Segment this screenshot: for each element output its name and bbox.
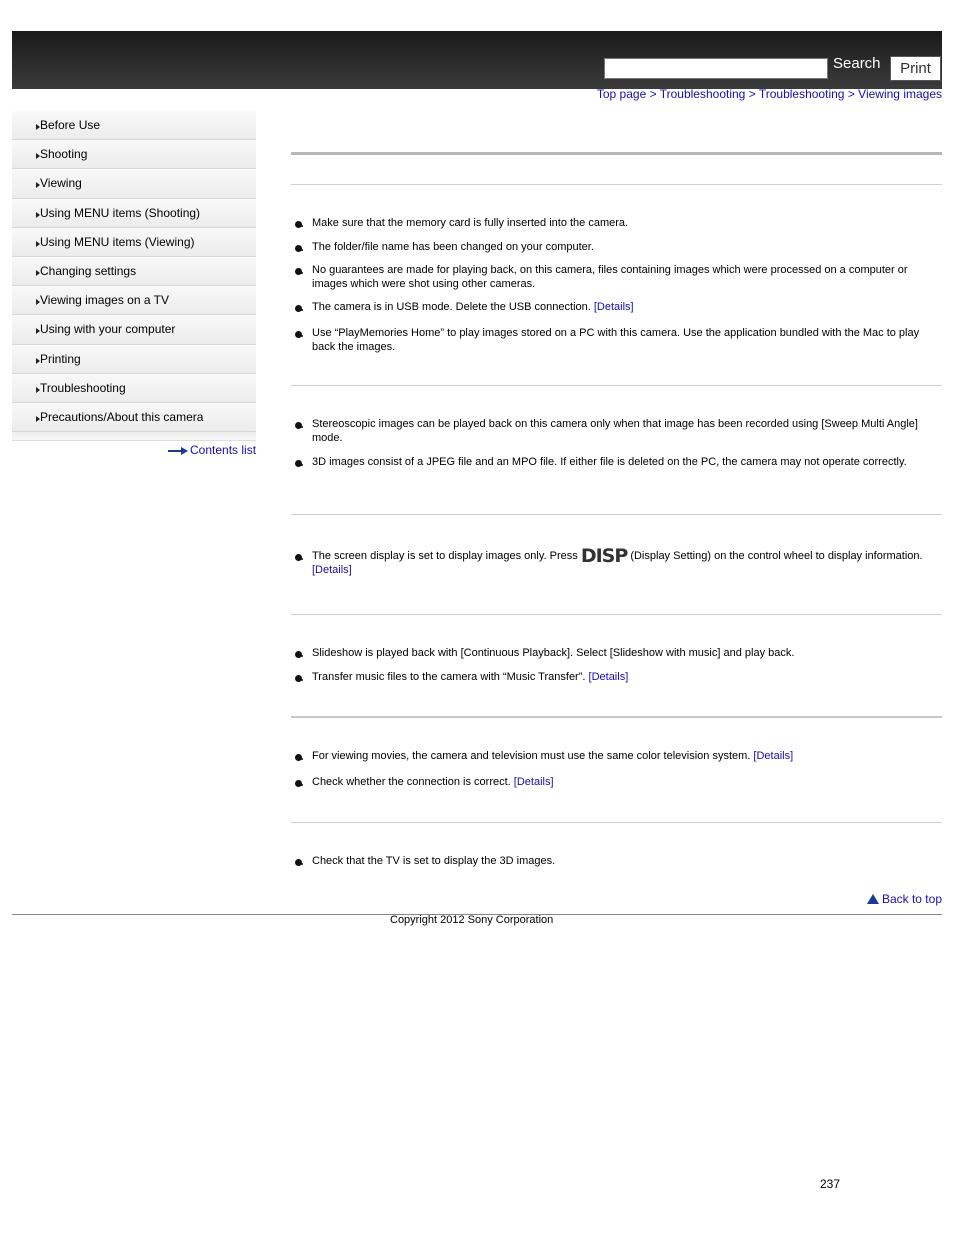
search-button[interactable]: Search — [833, 55, 881, 72]
bullet-icon — [295, 780, 302, 787]
list-item-text: Slideshow is played back with [Continuous Playback]. Select [Slideshow with music] and play back. — [312, 647, 795, 659]
list-item-text: Stereoscopic images can be played back on this camera only when that image has been recorded using [Sweep Multi Angle] mode. — [312, 418, 918, 444]
page-title-bar — [291, 152, 942, 155]
list-item-text: Check whether the connection is correct. — [312, 776, 511, 788]
print-button[interactable]: Print — [890, 56, 941, 81]
back-to-top-label: Back to top — [881, 892, 942, 906]
breadcrumb-separator: > — [847, 87, 855, 101]
sidebar-item-before-use[interactable] — [12, 111, 256, 140]
sidebar-item-label: Using MENU items (Shooting) — [40, 205, 201, 220]
page-number: 237 — [820, 1177, 841, 1191]
section-divider — [291, 514, 942, 515]
list-item-text: No guarantees are made for playing back, on this camera, files containing images which were processed on a computer or images which were shot using other cameras. — [312, 264, 908, 290]
breadcrumb-viewing-images[interactable]: Viewing images — [858, 87, 942, 101]
triangle-up-icon — [867, 894, 879, 904]
list-item-text: (Display Setting) on the control wheel to display information. — [630, 550, 923, 562]
sidebar-item-label: Viewing — [40, 176, 82, 191]
bullet-icon — [295, 675, 302, 682]
chevron-right-icon — [36, 299, 40, 305]
chevron-right-icon — [36, 241, 40, 247]
list-item-text-wrap — [312, 545, 942, 577]
sidebar-footer — [12, 432, 256, 441]
list-item-text-wrap — [312, 670, 942, 684]
details-link[interactable]: [Details] — [588, 671, 629, 683]
bullet-icon — [295, 305, 302, 312]
sidebar-item-precautions[interactable] — [12, 403, 256, 432]
details-link[interactable]: [Details] — [753, 750, 794, 762]
sidebar-item-menu-viewing[interactable] — [12, 228, 256, 257]
search-input[interactable] — [604, 58, 828, 79]
list-item-text: The folder/file name has been changed on your computer. — [312, 241, 594, 253]
sidebar-item-menu-shooting[interactable] — [12, 199, 256, 228]
list-item-text: The camera is in USB mode. Delete the USB connection. — [312, 301, 591, 313]
details-link[interactable]: [Details] — [593, 301, 634, 313]
sidebar-item-viewing-on-tv[interactable] — [12, 286, 256, 315]
sidebar-item-label: Viewing images on a TV — [40, 293, 169, 308]
list-item-text: Make sure that the memory card is fully inserted into the camera. — [312, 217, 629, 229]
breadcrumb-separator: > — [748, 87, 756, 101]
details-link[interactable]: [Details] — [513, 776, 554, 788]
sidebar-item-label: Changing settings — [40, 263, 137, 278]
section-divider — [291, 822, 942, 823]
sidebar-item-using-computer[interactable] — [12, 315, 256, 344]
chevron-right-icon — [36, 358, 40, 364]
bullet-icon — [295, 554, 302, 561]
chevron-right-icon — [36, 328, 40, 334]
breadcrumb-troubleshooting-sub[interactable]: Troubleshooting — [758, 87, 845, 101]
chevron-right-icon — [36, 270, 40, 276]
list-item-text-wrap — [312, 775, 942, 789]
list-item-text: For viewing movies, the camera and television must use the same color television system. — [312, 750, 751, 762]
chevron-right-icon — [36, 212, 40, 218]
chevron-right-icon — [36, 387, 40, 393]
chevron-right-icon — [36, 124, 40, 130]
bullet-icon — [295, 245, 302, 252]
chevron-right-icon — [36, 153, 40, 159]
breadcrumb — [597, 87, 942, 101]
list-item-text: Transfer music files to the camera with “Music Transfer”. — [312, 671, 586, 683]
contents-list-link[interactable] — [168, 443, 256, 457]
sidebar-item-label: Precautions/About this camera — [40, 409, 204, 424]
contents-list-label: Contents list — [190, 443, 257, 457]
sidebar-item-troubleshooting[interactable] — [12, 374, 256, 403]
list-item-text: Use “PlayMemories Home” to play images stored on a PC with this camera. Use the application bundled with the Mac to play back the images. — [312, 327, 920, 353]
arrow-right-icon — [168, 447, 188, 455]
sidebar-item-label: Using with your computer — [40, 322, 176, 337]
list-item-text: Check that the TV is set to display the 3D images. — [312, 855, 556, 867]
sidebar-item-label: Using MENU items (Viewing) — [40, 234, 195, 249]
sidebar-item-changing-settings[interactable] — [12, 257, 256, 286]
back-to-top-link[interactable] — [867, 892, 942, 906]
bullet-icon — [295, 331, 302, 338]
list-item-text: 3D images consist of a JPEG file and an MPO file. If either file is deleted on the PC, the camera may not operate correctly. — [312, 456, 907, 468]
sidebar-item-printing[interactable] — [12, 345, 256, 374]
sidebar-item-viewing[interactable] — [12, 169, 256, 198]
sidebar-item-label: Shooting — [40, 147, 88, 162]
section-divider — [291, 385, 942, 386]
list-item-text: The screen display is set to display images only. Press — [312, 550, 578, 562]
list-item-text-wrap — [312, 749, 942, 763]
disp-icon: DISP — [580, 545, 628, 567]
bullet-icon — [295, 460, 302, 467]
sidebar-item-label: Printing — [40, 351, 81, 366]
section-divider — [291, 716, 942, 718]
sidebar-item-label: Troubleshooting — [40, 380, 126, 395]
sidebar-item-label: Before Use — [40, 118, 101, 132]
section-divider — [291, 184, 942, 185]
breadcrumb-troubleshooting[interactable]: Troubleshooting — [659, 87, 746, 101]
breadcrumb-top-page[interactable]: Top page — [596, 87, 647, 101]
bullet-icon — [295, 859, 302, 866]
copyright-text: Copyright 2012 Sony Corporation — [390, 914, 554, 926]
sidebar-nav — [12, 111, 256, 441]
bullet-icon — [295, 651, 302, 658]
bullet-icon — [295, 221, 302, 228]
sidebar-item-shooting[interactable] — [12, 140, 256, 169]
breadcrumb-separator: > — [649, 87, 657, 101]
chevron-right-icon — [36, 416, 40, 422]
details-link[interactable]: [Details] — [312, 564, 352, 576]
section-divider — [291, 614, 942, 615]
bullet-icon — [295, 268, 302, 275]
list-item-text-wrap — [312, 300, 942, 314]
chevron-right-icon — [36, 182, 40, 188]
bullet-icon — [295, 422, 302, 429]
bullet-icon — [295, 754, 302, 761]
